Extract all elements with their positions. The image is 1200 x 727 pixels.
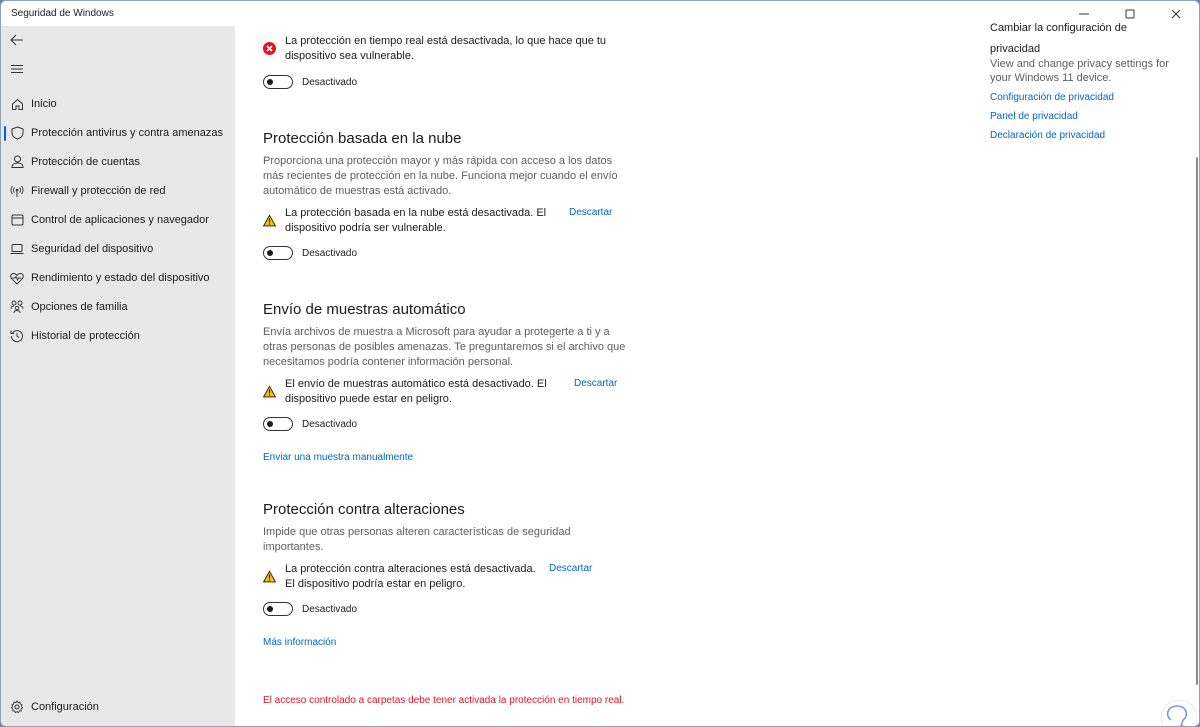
heart-pulse-icon (9, 270, 25, 286)
minimize-icon (1079, 9, 1089, 19)
section-title: Envío de muestras automático (263, 301, 466, 318)
cloud-dismiss-link[interactable]: Descartar (569, 207, 613, 218)
privacy-settings-link[interactable]: Configuración de privacidad (990, 92, 1114, 103)
section-description: Envía archivos de muestra a Microsoft para ayudar a protegerte a ti y a otras personas de posibles amenazas. Te preguntaremos si el archivo que necesitamos podría contener información personal. (263, 326, 626, 368)
privacy-dashboard-link[interactable]: Panel de privacidad (990, 111, 1078, 122)
sidebar-item-label: Historial de protección (31, 330, 140, 342)
window-title: Seguridad de Windows (11, 8, 114, 19)
sidebar-item-label: Inicio (31, 98, 57, 110)
person-icon (9, 154, 25, 170)
maximize-icon (1125, 9, 1135, 19)
section-title: Protección basada en la nube (263, 130, 462, 147)
sidebar-item-device-performance[interactable] (1, 265, 235, 291)
cloud-toggle-row (263, 246, 357, 260)
sidebar-item-label: Protección de cuentas (31, 156, 140, 168)
laptop-icon (9, 241, 25, 257)
realtime-protection-toggle[interactable] (263, 75, 293, 89)
sidebar-item-virus-protection[interactable] (1, 120, 235, 146)
privacy-panel-description: View and change privacy settings for your Windows 11 device. (990, 58, 1169, 84)
sidebar-item-label: Opciones de familia (31, 301, 128, 313)
section-title: Protección contra alteraciones (263, 501, 465, 518)
cloud-protection-toggle[interactable] (263, 246, 293, 260)
toggle-state-label: Desactivado (302, 76, 358, 88)
browser-window-icon (9, 212, 25, 228)
sidebar-item-label: Seguridad del dispositivo (31, 243, 154, 255)
toggle-state-label: Desactivado (302, 247, 358, 259)
scrollbar-thumb[interactable] (1196, 157, 1198, 685)
tamper-toggle-row (263, 602, 357, 616)
privacy-panel-title: Cambiar la configuración de privacidad (990, 22, 1127, 55)
history-icon (9, 328, 25, 344)
sidebar (1, 26, 235, 727)
watermark-logo-icon (1157, 696, 1199, 727)
back-arrow-icon (10, 34, 24, 46)
section-description: Proporciona una protección mayor y más rápida con acceso a los datos más recientes de protección en la nube. Funciona mejor cuando el envío automático de muestras está activado. (263, 155, 618, 197)
family-icon (9, 299, 25, 315)
menu-button[interactable] (5, 57, 29, 81)
samples-toggle-row (263, 417, 357, 431)
sidebar-item-label: Rendimiento y estado del dispositivo (31, 272, 210, 284)
back-button[interactable] (5, 28, 29, 52)
sidebar-item-settings[interactable] (1, 694, 235, 720)
section-description: Impide que otras personas alteren características de seguridad importantes. (263, 526, 571, 553)
cloud-warning-text: La protección basada en la nube está desactivada. El dispositivo podría ser vulnerable. (285, 207, 547, 234)
sidebar-item-app-browser-control[interactable] (1, 207, 235, 233)
warning-icon (263, 385, 276, 398)
tamper-warning-text: La protección contra alteraciones está desactivada. El dispositivo podría estar en peligro. (285, 563, 536, 590)
more-info-link[interactable]: Más información (263, 637, 337, 648)
privacy-statement-link[interactable]: Declaración de privacidad (990, 130, 1106, 141)
realtime-status-text: La protección en tiempo real está desactivada, lo que hace que tu dispositivo sea vulnerable. (285, 35, 607, 62)
warning-icon (263, 214, 276, 227)
shield-icon (9, 125, 25, 141)
sidebar-item-family-options[interactable] (1, 294, 235, 320)
close-icon (1171, 9, 1181, 19)
gear-icon (9, 699, 25, 715)
sidebar-item-label: Protección antivirus y contra amenazas (31, 127, 223, 139)
sidebar-item-device-security[interactable] (1, 236, 235, 262)
sample-submission-toggle[interactable] (263, 417, 293, 431)
sidebar-item-label: Firewall y protección de red (31, 185, 166, 197)
home-icon (9, 96, 25, 112)
realtime-toggle-row (263, 75, 357, 89)
submit-sample-manually-link[interactable]: Enviar una muestra manualmente (263, 452, 414, 463)
toggle-state-label: Desactivado (302, 603, 358, 615)
samples-dismiss-link[interactable]: Descartar (574, 378, 618, 389)
tamper-dismiss-link[interactable]: Descartar (549, 563, 593, 574)
sidebar-item-label: Configuración (31, 701, 99, 713)
sidebar-item-home[interactable] (1, 91, 235, 117)
sidebar-item-firewall[interactable] (1, 178, 235, 204)
samples-warning-text: El envío de muestras automático está desactivado. El dispositivo puede estar en peligro. (285, 378, 547, 405)
toggle-state-label: Desactivado (302, 418, 358, 430)
sidebar-item-protection-history[interactable] (1, 323, 235, 349)
hamburger-menu-icon (11, 64, 23, 74)
sidebar-item-account-protection[interactable] (1, 149, 235, 175)
tamper-protection-toggle[interactable] (263, 602, 293, 616)
error-x-icon (263, 42, 276, 55)
wifi-antenna-icon (9, 183, 25, 199)
warning-icon (263, 570, 276, 583)
folder-access-error-text: El acceso controlado a carpetas debe tener activada la protección en tiempo real. (263, 695, 625, 706)
main-content (235, 22, 1200, 727)
sidebar-item-label: Control de aplicaciones y navegador (31, 214, 209, 226)
